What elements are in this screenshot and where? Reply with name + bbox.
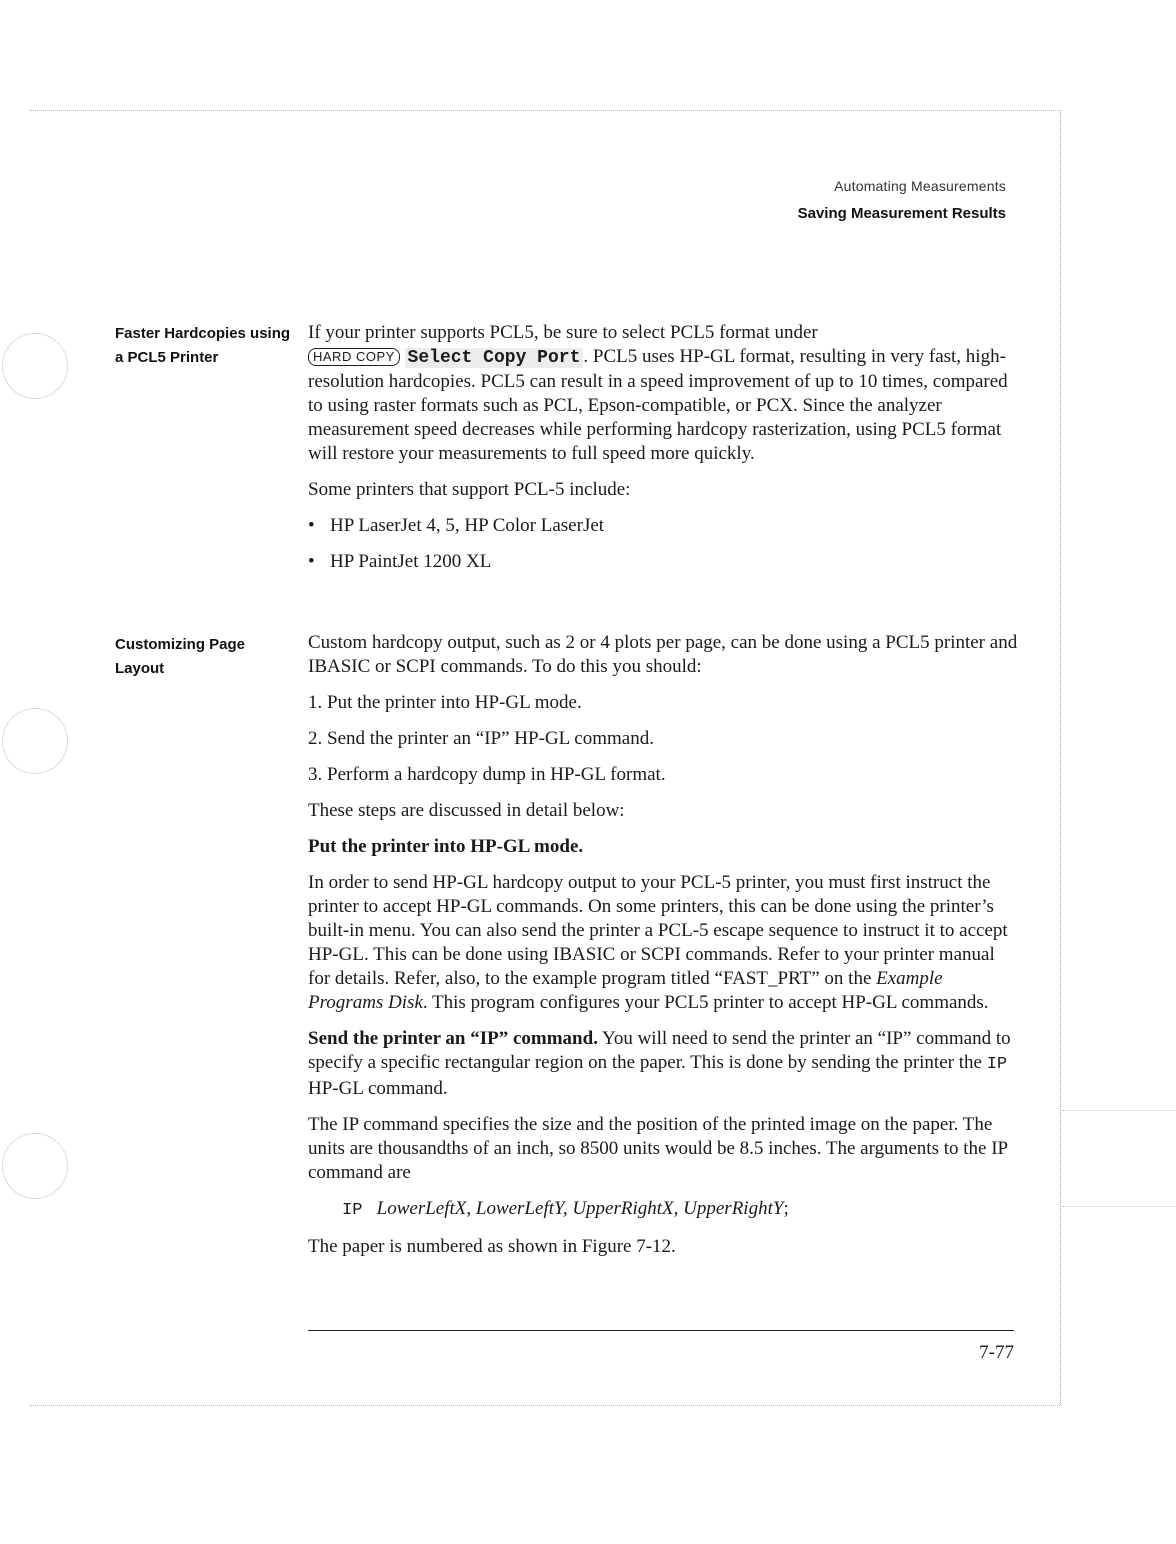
page-border-bottom <box>30 1405 1060 1406</box>
punch-hole <box>2 333 68 399</box>
ip-command-heading: Send the printer an “IP” command. <box>308 1028 598 1049</box>
syntax-terminator: ; <box>783 1198 789 1219</box>
step-item: 1. Put the printer into HP-GL mode. <box>308 692 582 713</box>
custom-intro: Custom hardcopy output, such as 2 or 4 plots per page, can be done using a PCL5 printer and IBASIC or SCPI commands. To do this you should: <box>308 632 1018 677</box>
hpgl-body-b: . This program configures your PCL5 printer to accept HP-GL commands. <box>422 992 989 1013</box>
intro-line2-rest: . PCL5 uses HP-GL format, resulting <box>583 346 867 367</box>
step-item: 3. Perform a hardcopy dump in HP-GL format. <box>308 764 666 785</box>
steps-outro: These steps are discussed in detail below: <box>308 800 625 821</box>
customizing-layout-body <box>308 631 1020 1259</box>
printers-intro: Some printers that support PCL-5 include: <box>308 479 631 500</box>
scan-tick <box>1062 1206 1176 1207</box>
page-number: 7-77 <box>979 1342 1014 1363</box>
running-header-section: Saving Measurement Results <box>797 205 1006 222</box>
page-border-right <box>1060 110 1061 1405</box>
sidehead-customizing-page-layout <box>115 633 245 681</box>
sidehead-line: Customizing Page <box>115 636 246 653</box>
example-programs-disk: Example Programs Disk <box>308 968 943 1013</box>
page-border-top <box>30 110 1060 111</box>
printer-list-item: • HP PaintJet 1200 XL <box>308 550 1020 574</box>
figure-reference: The paper is numbered as shown in Figure 7-12. <box>308 1236 676 1257</box>
running-header-chapter: Automating Measurements <box>834 178 1006 194</box>
intro-line1: If your printer supports PCL5, be sure to select PCL5 format under <box>308 322 818 343</box>
scan-tick <box>1062 1110 1176 1111</box>
intro-paragraph <box>308 321 1020 466</box>
ip-code: IP <box>986 1055 1008 1074</box>
hpgl-mode-paragraph <box>308 871 1020 1015</box>
ip-body-b: HP-GL command. <box>308 1078 448 1099</box>
sidehead-line: a PCL5 Printer <box>115 349 219 366</box>
ip-body-a: You will need to send the printer an “IP” command to specify a specific rectangular region on the paper. This is done by sending the printer the <box>308 1028 1011 1073</box>
ip-details-paragraph: The IP command specifies the size and the position of the printed image on the paper. The units are thousandths of an inch, so 8500 units would be 8.5 inches. The arguments to the IP command are <box>308 1114 1008 1183</box>
sidehead-line: Faster Hardcopies using <box>115 325 291 342</box>
punch-hole <box>2 1133 68 1199</box>
intro-rest: in very fast, high-resolution hardcopies. PCL5 can result in a speed improvement of up to 10 times, compared to using raster formats such as PCL, Epson-compatible, or PCX. Since the analyzer measurement speed decreases while performing hardcopy rasterization, using PCL5 format will restore your measurements to full speed more quickly. <box>308 346 1008 464</box>
hpgl-mode-heading: Put the printer into HP-GL mode. <box>308 836 584 857</box>
footer-rule <box>308 1330 1014 1331</box>
ip-command-paragraph <box>308 1027 1020 1101</box>
sidehead-faster-hardcopies <box>115 322 290 370</box>
ip-syntax-line <box>308 1197 1020 1223</box>
hard-copy-key: HARD COPY <box>308 348 400 366</box>
select-copy-port-softkey: Select Copy Port <box>405 348 584 368</box>
printer-list-item: • HP LaserJet 4, 5, HP Color LaserJet <box>308 514 1020 538</box>
step-item: 2. Send the printer an “IP” HP-GL command. <box>308 728 654 749</box>
hpgl-body-a: In order to send HP-GL hardcopy output to your PCL-5 printer, you must first instruct the printer to accept HP-GL commands. On some printers, this can be done using the printer’s built-in menu. You can also send the printer a PCL-5 escape sequence to instruct it to accept HP-GL. This can be done using IBASIC or SCPI commands. Refer to your printer manual for details. Refer, also, to the example program titled “FAST_PRT” on the <box>308 872 1008 989</box>
syntax-command: IP <box>342 1201 363 1220</box>
sidehead-line: Layout <box>115 660 165 677</box>
punch-hole <box>2 708 68 774</box>
syntax-arguments: LowerLeftX, LowerLeftY, UpperRightX, UpperRightY <box>376 1198 784 1219</box>
faster-hardcopies-body <box>308 321 1020 574</box>
